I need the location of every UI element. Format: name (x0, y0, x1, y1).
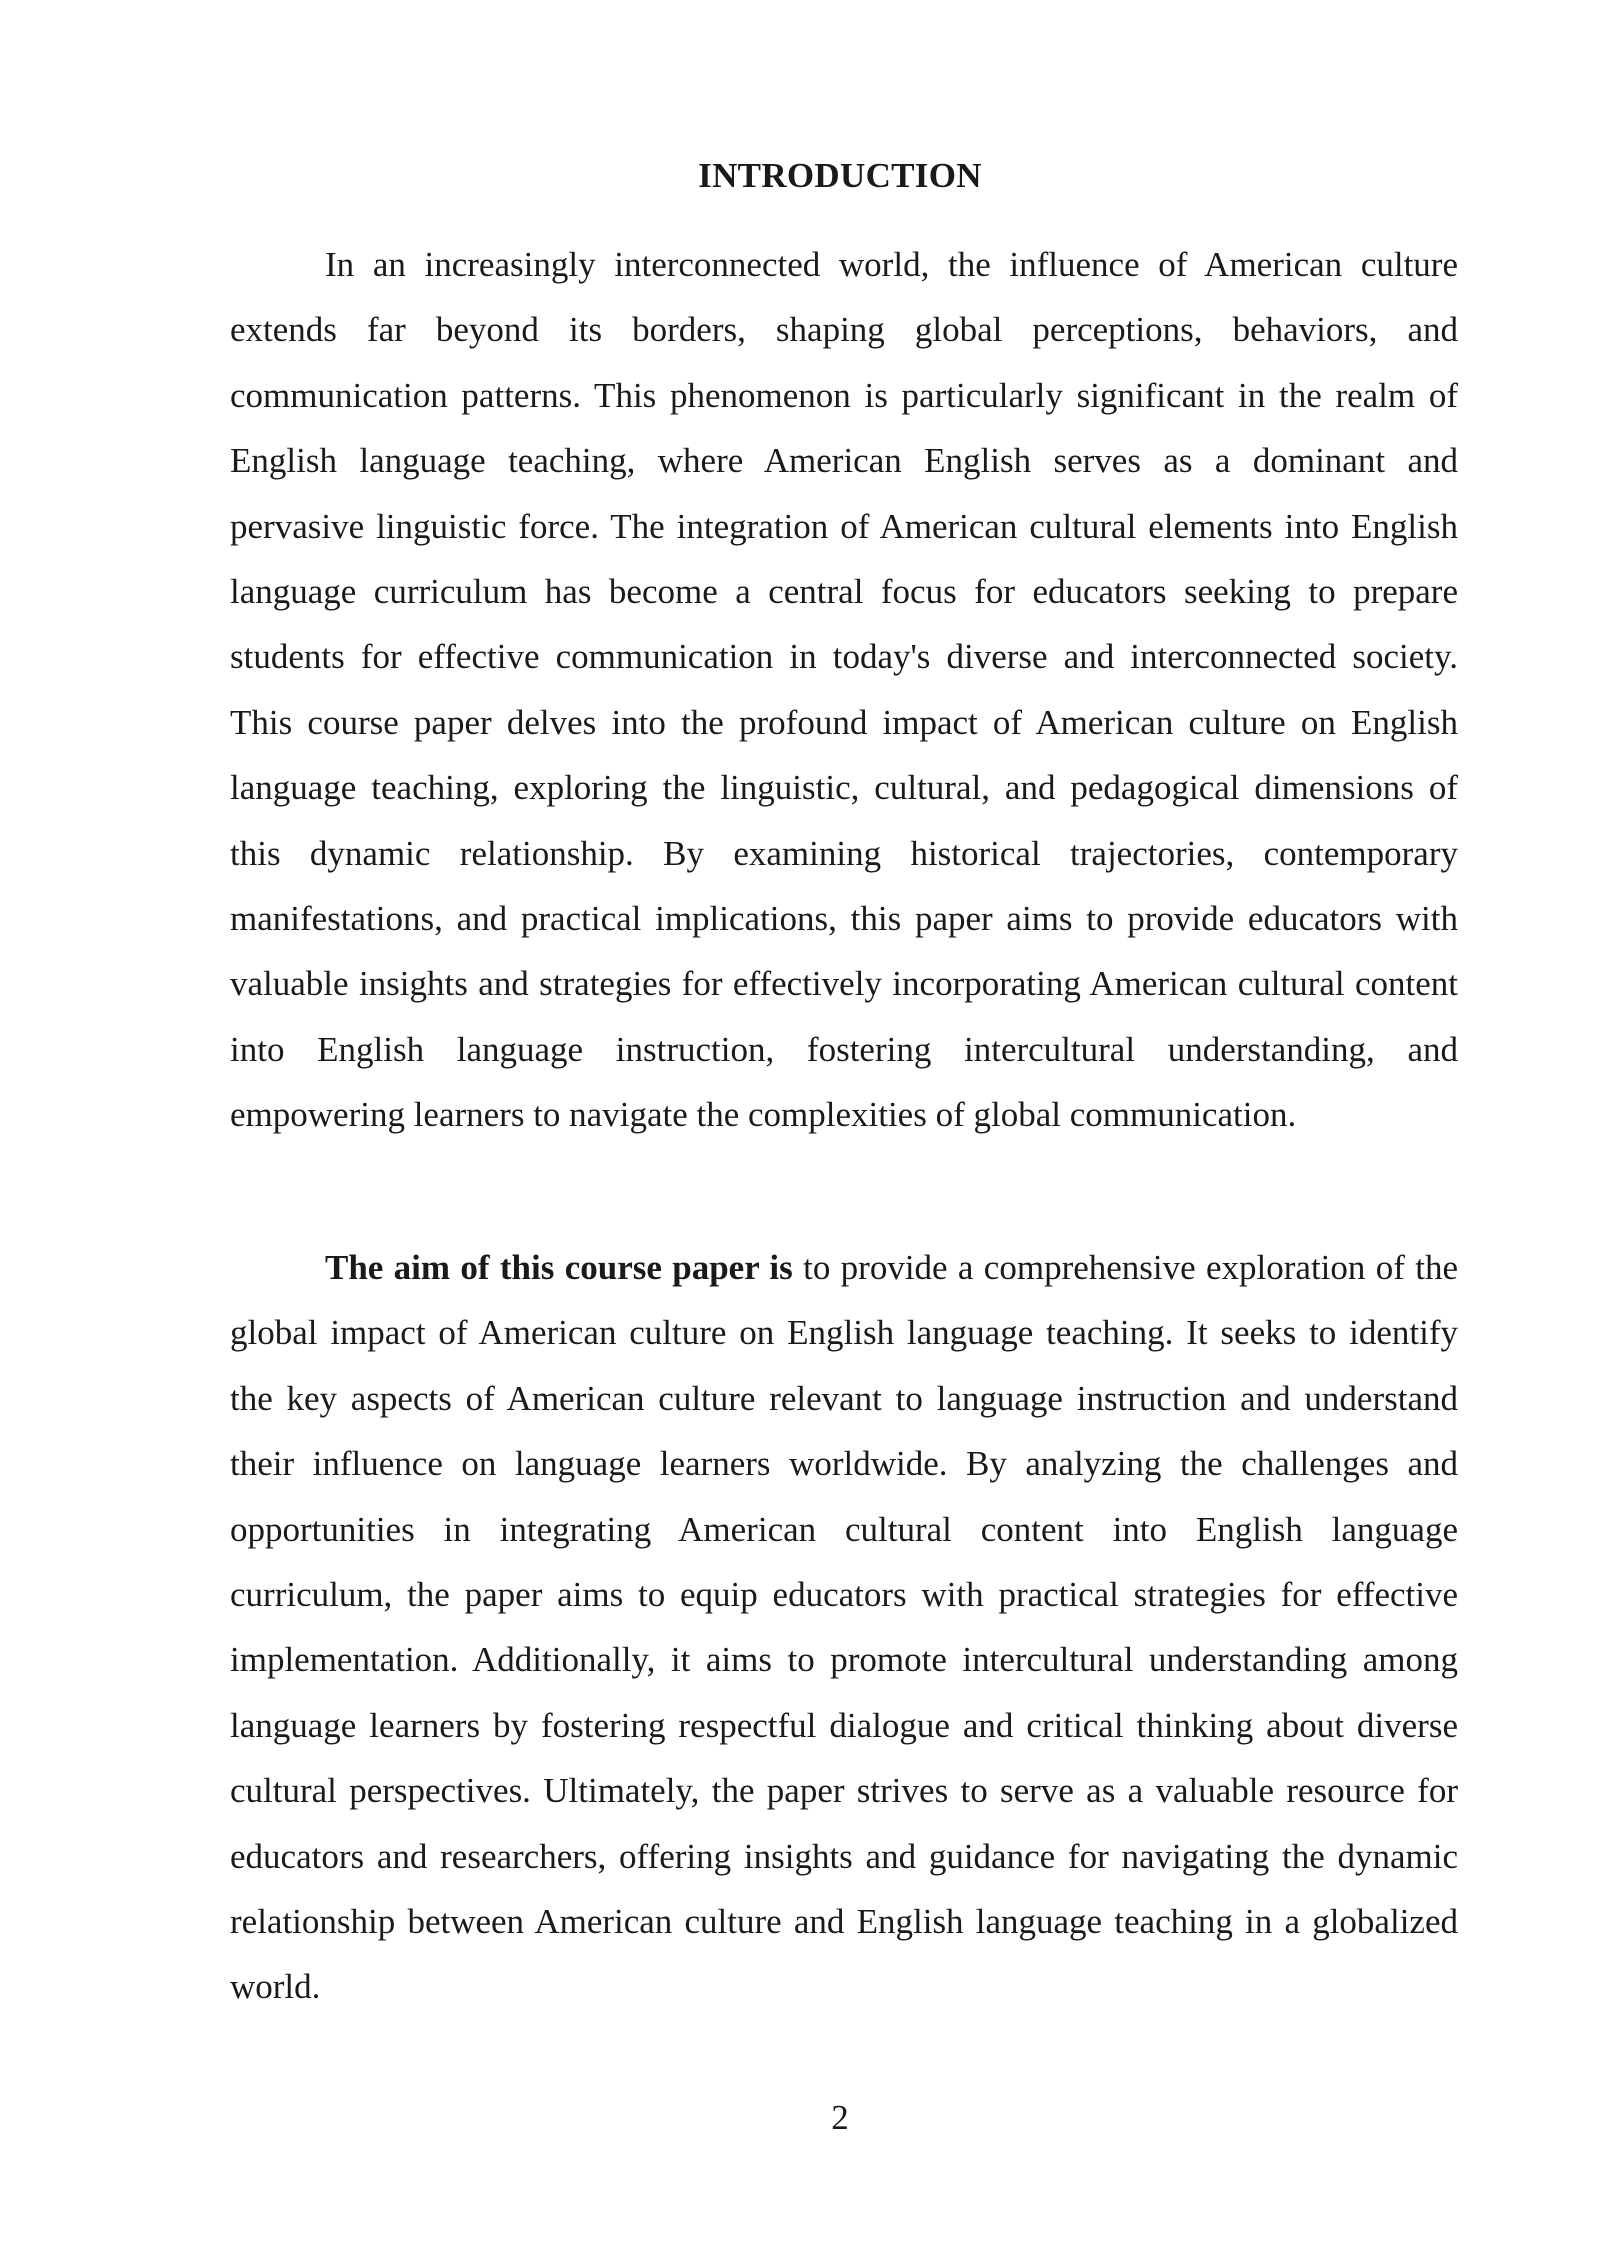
page-number: 2 (831, 2098, 849, 2137)
paragraph-text: to provide a comprehensive exploration of the global impact of American culture on English language teaching. It seeks to identify the key aspects of American culture relevant to language instruction and understand their influence on language learners worldwide. By analyzing the challenges and opportunities in integrating American cultural content into English language curriculum, the paper aims to equip educators with practical strategies for effective implementation. Additionally, it aims to promote intercultural understanding among language learners by fostering respectful dialogue and critical thinking about diverse cultural perspectives. Ultimately, the paper strives to serve as a valuable resource for educators and researchers, offering insights and guidance for navigating the dynamic relationship between American culture and English language teaching in a globalized world. (230, 1248, 1458, 2007)
paragraph-introduction (230, 232, 1458, 1148)
paragraph-text: In an increasingly interconnected world, the influence of American culture extends far beyond its borders, shaping global perceptions, behaviors, and communication patterns. This phenomenon is particularly significant in the realm of English language teaching, where American English serves as a dominant and pervasive linguistic force. The integration of American cultural elements into English language curriculum has become a central focus for educators seeking to prepare students for effective communication in today's diverse and interconnected society. This course paper delves into the profound impact of American culture on English language teaching, exploring the linguistic, cultural, and pedagogical dimensions of this dynamic relationship. By examining historical trajectories, contemporary manifestations, and practical implications, this paper aims to provide educators with valuable insights and strategies for effectively incorporating American cultural content into English language instruction, fostering intercultural understanding, and empowering learners to navigate the complexities of global communication. (230, 245, 1458, 1135)
section-heading: INTRODUCTION (698, 156, 982, 195)
paragraph-aim (230, 1235, 1458, 2020)
paragraph-lead-bold: The aim of this course paper is (325, 1248, 793, 1287)
